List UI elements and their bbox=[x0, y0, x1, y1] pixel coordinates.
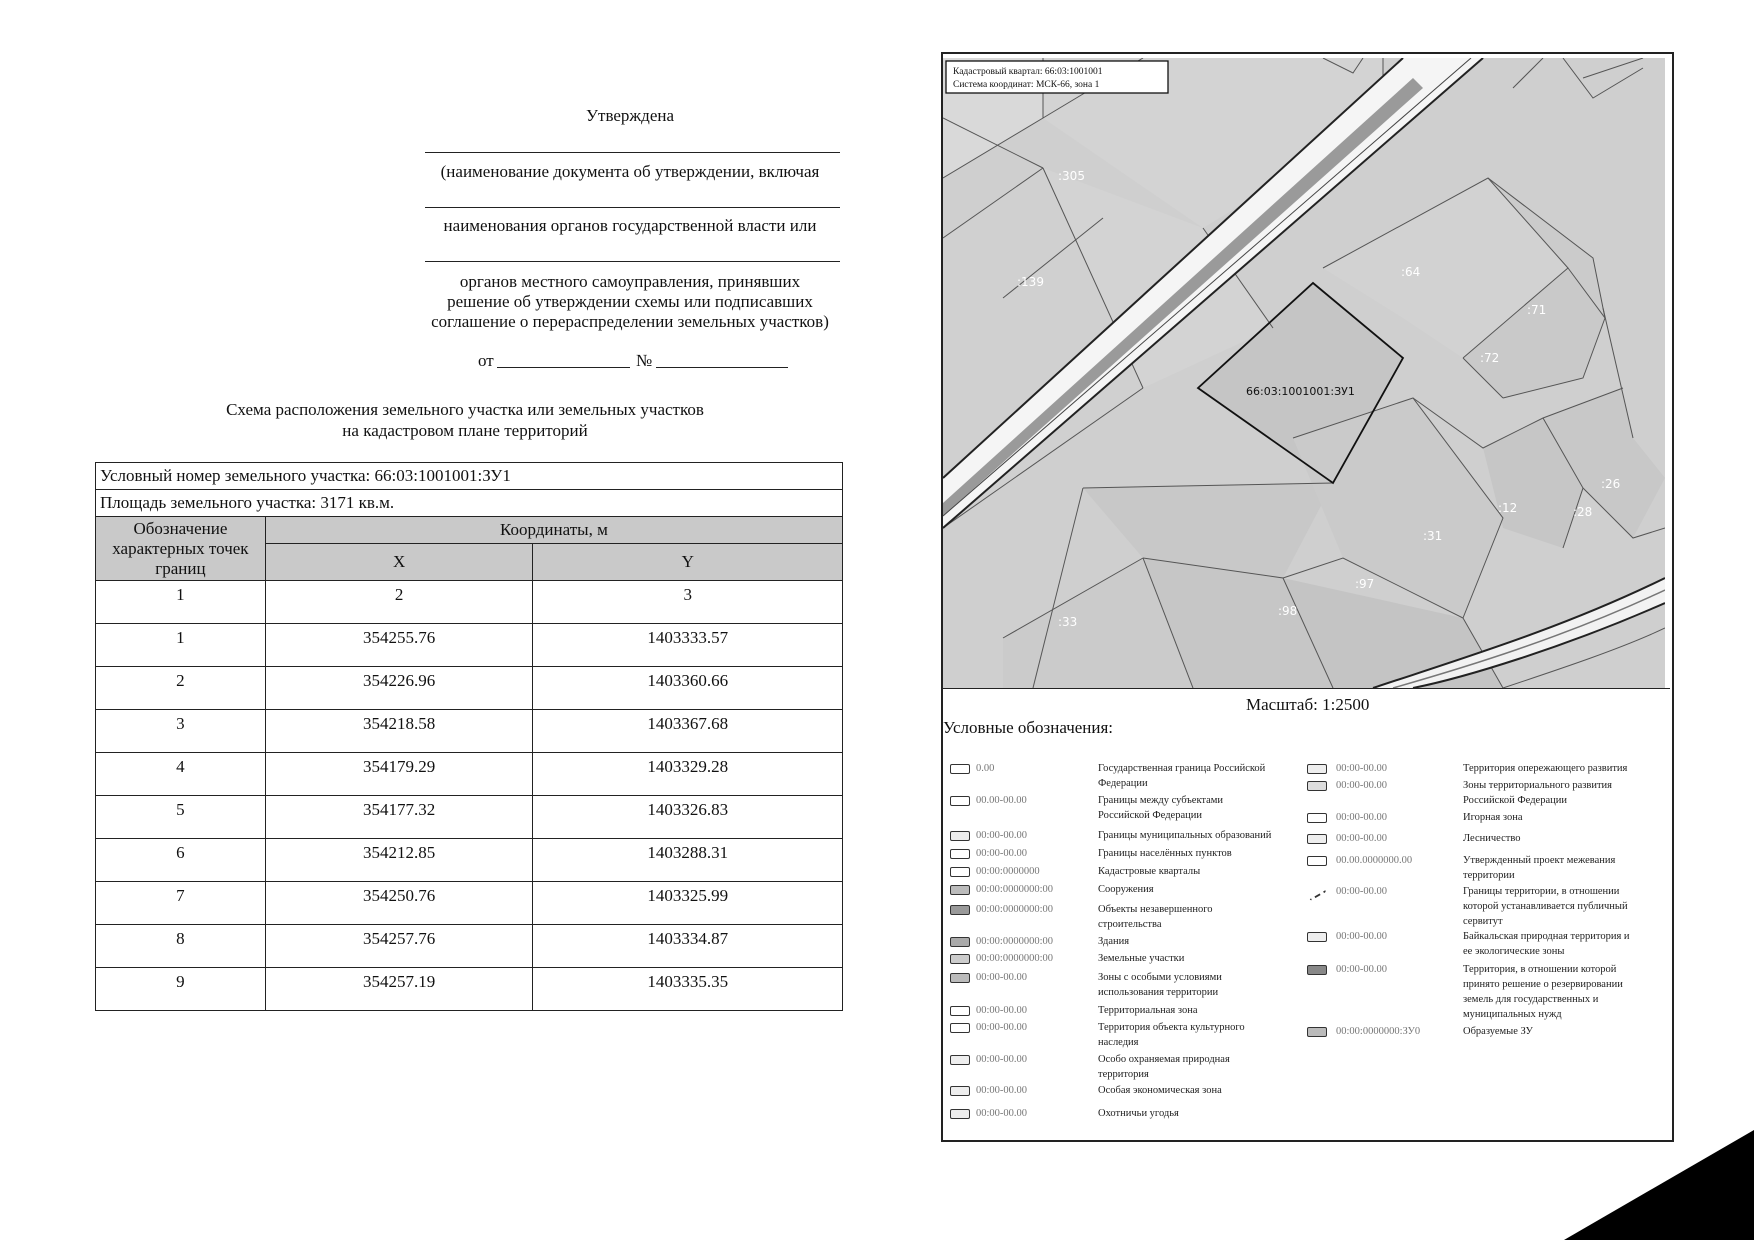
cell-y: 1403329.28 bbox=[533, 753, 843, 796]
cell-x: 354179.29 bbox=[265, 753, 533, 796]
cell-y: 1403335.35 bbox=[533, 968, 843, 1011]
label-zu1: 66:03:1001001:ЗУ1 bbox=[1246, 385, 1355, 398]
label-98: :98 bbox=[1278, 604, 1298, 618]
legend-description: Образуемые ЗУ bbox=[1463, 1026, 1533, 1037]
cell-y: 1403333.57 bbox=[533, 624, 843, 667]
cell-n: 4 bbox=[96, 753, 266, 796]
cell-y: 1403367.68 bbox=[533, 710, 843, 753]
legend-swatch bbox=[950, 1006, 970, 1016]
label-305: :305 bbox=[1058, 169, 1085, 183]
cell-x: 354250.76 bbox=[265, 882, 533, 925]
legend-description: Границы между субъектами Российской Федерации bbox=[1098, 795, 1224, 821]
cell-n: 6 bbox=[96, 839, 266, 882]
table-index-row: 1 2 3 bbox=[96, 581, 843, 624]
legend-code: 00:00-00.00 bbox=[1336, 763, 1388, 774]
legend-code: 00:00:0000000:00 bbox=[976, 953, 1054, 964]
cell-n: 3 bbox=[96, 710, 266, 753]
legend-code: 00:00-00.00 bbox=[1336, 964, 1388, 975]
legend-code: 00:00-00.00 bbox=[976, 972, 1028, 983]
cell-x: 354177.32 bbox=[265, 796, 533, 839]
cell-x: 354255.76 bbox=[265, 624, 533, 667]
blank-line bbox=[425, 207, 840, 208]
cell-x: 354257.19 bbox=[265, 968, 533, 1011]
legend-description: Границы муниципальных образований bbox=[1098, 830, 1272, 841]
legend-swatch bbox=[1307, 965, 1327, 975]
legend-swatch bbox=[950, 867, 970, 877]
legend-swatch bbox=[1307, 932, 1327, 942]
table-row bbox=[96, 753, 843, 796]
legend-code: 00:00-00.00 bbox=[1336, 780, 1388, 791]
legend-swatch bbox=[950, 796, 970, 806]
label-12: :12 bbox=[1498, 501, 1518, 515]
label-139: :139 bbox=[1017, 275, 1044, 289]
legend-description: Зоны территориального развития Российской Федерации bbox=[1463, 780, 1612, 806]
legend-swatch bbox=[950, 905, 970, 915]
legend-description: Территория, в отношении которой принято решение о резервировании земель для государственных и муниципальных нужд bbox=[1463, 964, 1623, 1020]
legend-code: 00:00-00.00 bbox=[976, 848, 1028, 859]
blank-line bbox=[425, 152, 840, 153]
legend-code: 00:00-00.00 bbox=[976, 1022, 1028, 1033]
legend-swatch bbox=[950, 973, 970, 983]
legend-description: Сооружения bbox=[1098, 884, 1154, 895]
legend-swatch bbox=[1307, 764, 1327, 774]
cell-y: 1403325.99 bbox=[533, 882, 843, 925]
cell-y: 1403334.87 bbox=[533, 925, 843, 968]
label-72: :72 bbox=[1480, 351, 1500, 365]
legend-description: Территория опережающего развития bbox=[1463, 763, 1628, 774]
approval-line-1: (наименование документа об утверждении, включая bbox=[440, 162, 820, 181]
col-points-header: Обозначение характерных точек границ bbox=[96, 517, 266, 581]
legend-code: 00:00-00.00 bbox=[1336, 833, 1388, 844]
legend-description: Особая экономическая зона bbox=[1098, 1085, 1222, 1096]
legend-code: 00:00-00.00 bbox=[976, 830, 1028, 841]
cell-n: 5 bbox=[96, 796, 266, 839]
cadastral-map bbox=[943, 58, 1665, 688]
legend-swatch bbox=[1307, 1027, 1327, 1037]
table-row bbox=[96, 796, 843, 839]
cell-n: 7 bbox=[96, 882, 266, 925]
blank-line bbox=[425, 261, 840, 262]
legend-description: Игорная зона bbox=[1463, 812, 1523, 823]
cell-x: 354212.85 bbox=[265, 839, 533, 882]
legend-description: Утвержденный проект межевания территории bbox=[1463, 855, 1616, 881]
parcel-area: Площадь земельного участка: 3171 кв.м. bbox=[96, 490, 843, 517]
legend-swatch bbox=[950, 849, 970, 859]
date-blank bbox=[497, 367, 630, 368]
coordinates-table bbox=[95, 462, 843, 1011]
legend-code: 00.00.0000000.00 bbox=[1336, 855, 1413, 866]
parcel-number: Условный номер земельного участка: 66:03:1001001:ЗУ1 bbox=[96, 463, 843, 490]
number-label: № bbox=[636, 351, 653, 370]
cell-x: 354218.58 bbox=[265, 710, 533, 753]
scheme-title-1: Схема расположения земельного участка или земельных участков bbox=[226, 400, 704, 419]
legend-code: 00:00-00.00 bbox=[1336, 931, 1388, 942]
legend-code: 0.00 bbox=[976, 763, 995, 774]
label-97: :97 bbox=[1355, 577, 1375, 591]
cell-n: 9 bbox=[96, 968, 266, 1011]
legend-code: 00:00:0000000:00 bbox=[976, 884, 1054, 895]
cell-n: 8 bbox=[96, 925, 266, 968]
legend-description: Земельные участки bbox=[1098, 953, 1185, 964]
approval-line-3a: органов местного самоуправления, принявших bbox=[459, 272, 801, 291]
cell-n: 2 bbox=[96, 667, 266, 710]
legend-swatch bbox=[950, 1109, 970, 1119]
label-28: :28 bbox=[1573, 505, 1593, 519]
legend-description: Границы населённых пунктов bbox=[1098, 848, 1232, 859]
legend-swatch bbox=[950, 764, 970, 774]
scheme-title-2: на кадастровом плане территорий bbox=[342, 421, 588, 440]
date-label: от bbox=[478, 351, 494, 370]
approval-line-2: наименования органов государственной власти или bbox=[443, 216, 817, 235]
legend-description: Байкальская природная территория и ее экологические зоны bbox=[1463, 931, 1630, 957]
map-info-line-2: Система координат: МСК-66, зона 1 bbox=[953, 80, 1100, 90]
table-row bbox=[96, 839, 843, 882]
cell-n: 1 bbox=[96, 624, 266, 667]
label-64: :64 bbox=[1401, 265, 1421, 279]
legend-code: 00:00:0000000:00 bbox=[976, 904, 1054, 915]
legend-description: Кадастровые кварталы bbox=[1098, 866, 1201, 877]
label-71: :71 bbox=[1527, 303, 1547, 317]
table-row bbox=[96, 624, 843, 667]
cell-y: 1403288.31 bbox=[533, 839, 843, 882]
legend-swatch bbox=[950, 954, 970, 964]
legend-swatch bbox=[950, 1055, 970, 1065]
legend-description: Лесничество bbox=[1463, 833, 1521, 844]
approval-title: Утверждена bbox=[585, 106, 675, 125]
legend-code: 00:00:0000000:ЗУ0 bbox=[1336, 1026, 1421, 1037]
table-row bbox=[96, 882, 843, 925]
col-x-header: X bbox=[265, 544, 533, 581]
legend-swatch bbox=[950, 1023, 970, 1033]
legend-code: 00.00-00.00 bbox=[976, 795, 1027, 806]
table-row bbox=[96, 925, 843, 968]
table-row bbox=[96, 667, 843, 710]
legend-code: 00:00-00.00 bbox=[1336, 886, 1388, 897]
legend-swatch bbox=[950, 1086, 970, 1096]
legend-description: Зоны с особыми условиями использования территории bbox=[1098, 972, 1222, 998]
legend-code: 00:00-00.00 bbox=[976, 1005, 1028, 1016]
legend-code: 00:00-00.00 bbox=[976, 1085, 1028, 1096]
legend-code: 00:00-00.00 bbox=[1336, 812, 1388, 823]
approval-line-3c: соглашение о перераспределении земельных участков) bbox=[431, 312, 829, 331]
legend-swatch bbox=[950, 885, 970, 895]
legend-swatch bbox=[1307, 781, 1327, 791]
col-y-header: Y bbox=[533, 544, 843, 581]
scan-corner-artifact bbox=[1564, 1130, 1754, 1240]
label-33: :33 bbox=[1058, 615, 1078, 629]
cell-y: 1403360.66 bbox=[533, 667, 843, 710]
label-31: :31 bbox=[1423, 529, 1443, 543]
legend-swatch bbox=[1307, 834, 1327, 844]
legend-description: Границы территории, в отношении которой устанавливается публичный сервитут bbox=[1463, 886, 1628, 927]
legend-description: Здания bbox=[1098, 936, 1130, 947]
legend-title: Условные обозначения: bbox=[943, 718, 1114, 737]
legend-code: 00:00:0000000:00 bbox=[976, 936, 1054, 947]
map-info-line-1: Кадастровый квартал: 66:03:1001001 bbox=[953, 67, 1103, 77]
legend-description: Охотничьи угодья bbox=[1098, 1108, 1179, 1119]
legend-code: 00:00:0000000 bbox=[976, 866, 1040, 877]
legend-description: Государственная граница Российской Федерации bbox=[1098, 763, 1266, 789]
legend-swatch bbox=[1307, 856, 1327, 866]
legend-description: Территория объекта культурного наследия bbox=[1098, 1022, 1245, 1048]
cell-y: 1403326.83 bbox=[533, 796, 843, 839]
number-blank bbox=[656, 367, 788, 368]
legend-swatch bbox=[1307, 813, 1327, 823]
legend-swatch bbox=[950, 937, 970, 947]
approval-line-3b: решение об утверждении схемы или подписавших bbox=[447, 292, 813, 311]
cell-x: 354257.76 bbox=[265, 925, 533, 968]
legend-description: Объекты незавершенного строительства bbox=[1098, 904, 1213, 930]
legend-code: 00:00-00.00 bbox=[976, 1108, 1028, 1119]
label-26: :26 bbox=[1601, 477, 1621, 491]
legend-swatch bbox=[950, 831, 970, 841]
legend-code: 00:00-00.00 bbox=[976, 1054, 1028, 1065]
col-coords-header: Координаты, м bbox=[265, 517, 842, 544]
map-legend-divider bbox=[943, 688, 1670, 689]
table-row bbox=[96, 710, 843, 753]
cell-x: 354226.96 bbox=[265, 667, 533, 710]
legend-description: Особо охраняемая природная территория bbox=[1098, 1054, 1230, 1080]
legend-description: Территориальная зона bbox=[1098, 1005, 1198, 1016]
map-scale: Масштаб: 1:2500 bbox=[1246, 695, 1370, 714]
table-row bbox=[96, 968, 843, 1011]
